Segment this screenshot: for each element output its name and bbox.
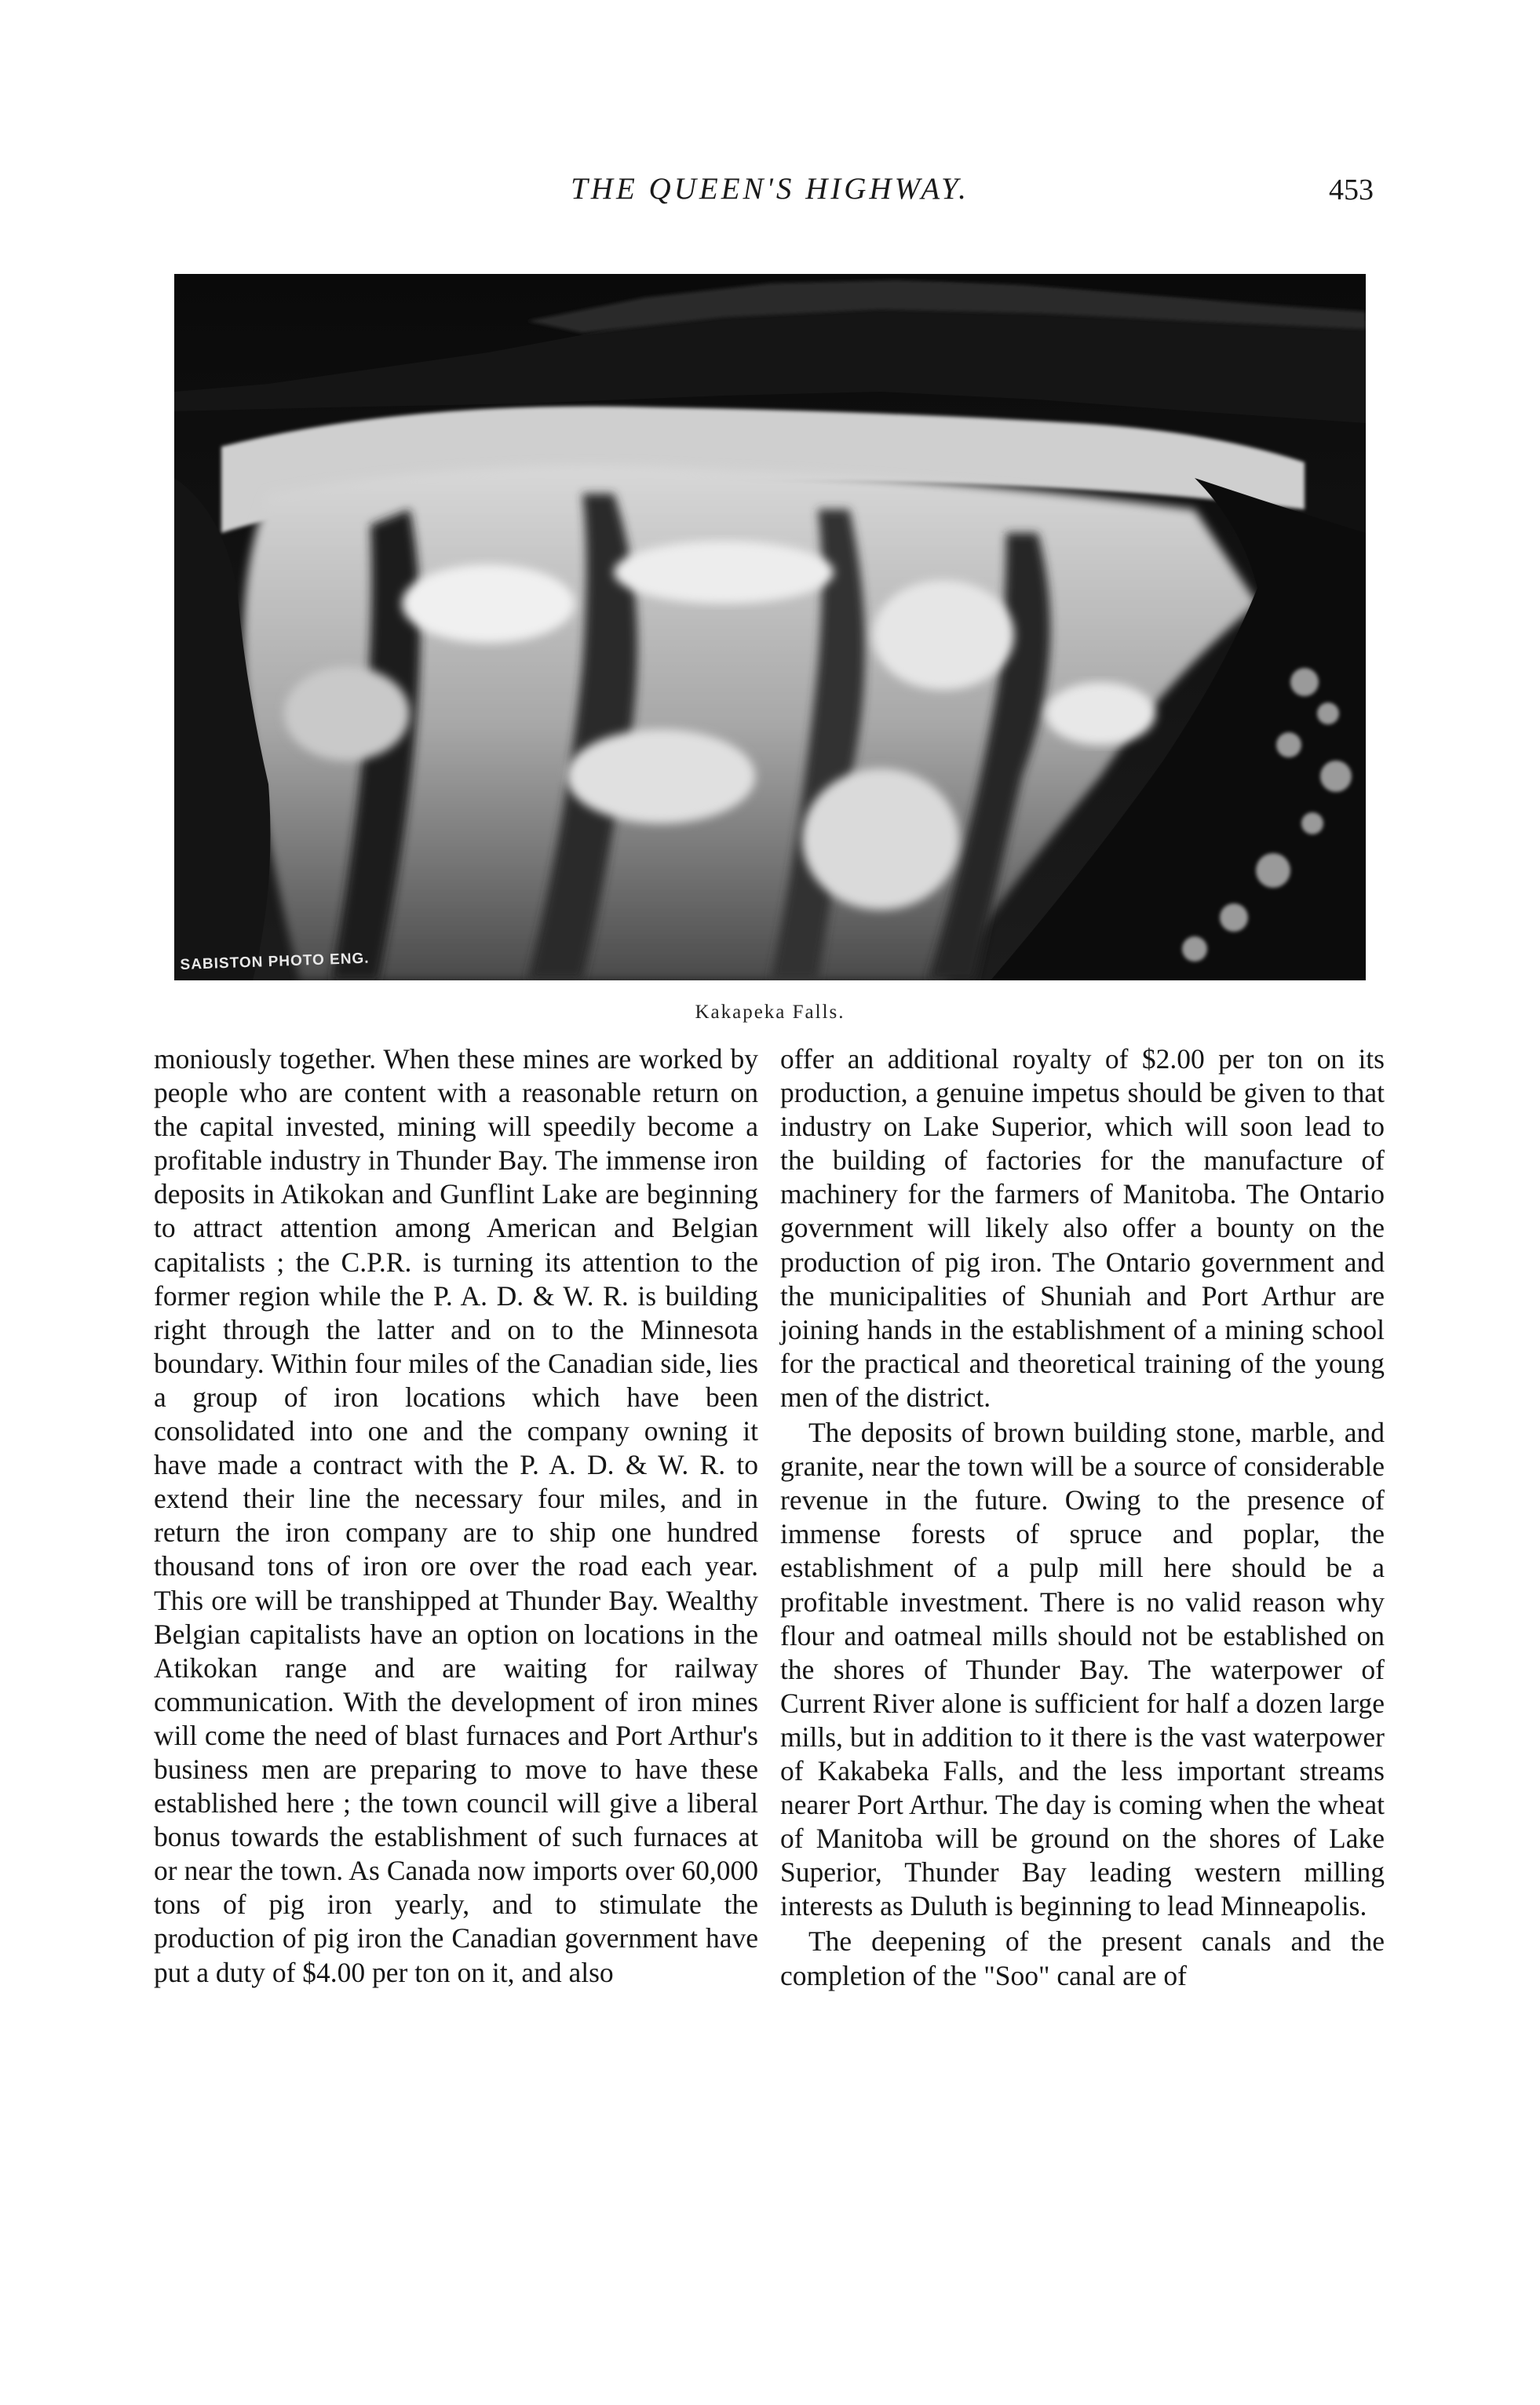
- right-column: [780, 1042, 1385, 1994]
- running-head: [0, 171, 1540, 218]
- running-title: THE QUEEN'S HIGHWAY.: [571, 172, 969, 206]
- paragraph: The deposits of brown building stone, marble, and granite, near the town will be a source of considerable revenue in the future. Owing to the presence of immense forests of spruce and poplar, the establishment of a pulp mill here should be a profitable investment. There is no valid reason why flour and oatmeal mills should not be established on the shores of Thunder Bay. The waterpower of Current River alone is sufficient for half a dozen large mills, but in addition to it there is the vast waterpower of Kakabeka Falls, and the less important streams nearer Port Arthur. The day is coming when the wheat of Manitoba will be ground on the shores of Lake Superior, Thunder Bay leading western milling interests as Duluth is beginning to lead Minneapolis.: [780, 1417, 1385, 1922]
- page-number: 453: [1329, 173, 1374, 206]
- paragraph: moniously together. When these mines are worked by people who are content with a reasonable return on the capital invested, mining will speedily become a profitable industry in Thunder Bay. The immense iron deposits in Atikokan and Gunflint Lake are beginning to attract attention among American and Belgian capitalists ; the C.P.R. is turning its attention to the former region while the P. A. D. & W. R. is building right through the latter and on to the Minnesota boundary. Within four miles of the Canadian side, lies a group of iron locations which have been consolidated into one and the company owning it have made a contract with the P. A. D. & W. R. to extend their line the necessary four miles, and in return the iron company are to ship one hundred thousand tons of iron ore over the road each year. This ore will be transhipped at Thunder Bay. Wealthy Belgian capitalists have an option on locations in the Atikokan range and are waiting for railway communication. With the development of iron mines will come the need of blast furnaces and Port Arthur's business men are preparing to move to have these established here ; the town council will give a liberal bonus towards the establishment of such furnaces at or near the town. As Canada now imports over 60,000 tons of pig iron yearly, and to stimulate the production of pig iron the Canadian government have put a duty of $4.00 per ton on it, and also: [154, 1043, 758, 1988]
- figure-caption: Kakapeka Falls.: [695, 1002, 845, 1023]
- waterfall-image: [174, 274, 1366, 980]
- waterfall-photo: [174, 274, 1366, 980]
- left-column: [154, 1042, 758, 1991]
- photo-credit: SABISTON PHOTO ENG.: [180, 950, 370, 974]
- paragraph: The deepening of the present canals and the completion of the "Soo" canal are of: [780, 1925, 1385, 1991]
- paragraph: offer an additional royalty of $2.00 per ton on its production, a genuine impetus should be given to that industry on Lake Superior, which will soon lead to the building of factories for the manufacture of machinery for the farmers of Manitoba. The Ontario government will likely also offer a bounty on the production of pig iron. The Ontario government and the municipalities of Shuniah and Port Arthur are joining hands in the establishment of a mining school for the practical and theoretical training of the young men of the district.: [780, 1043, 1385, 1413]
